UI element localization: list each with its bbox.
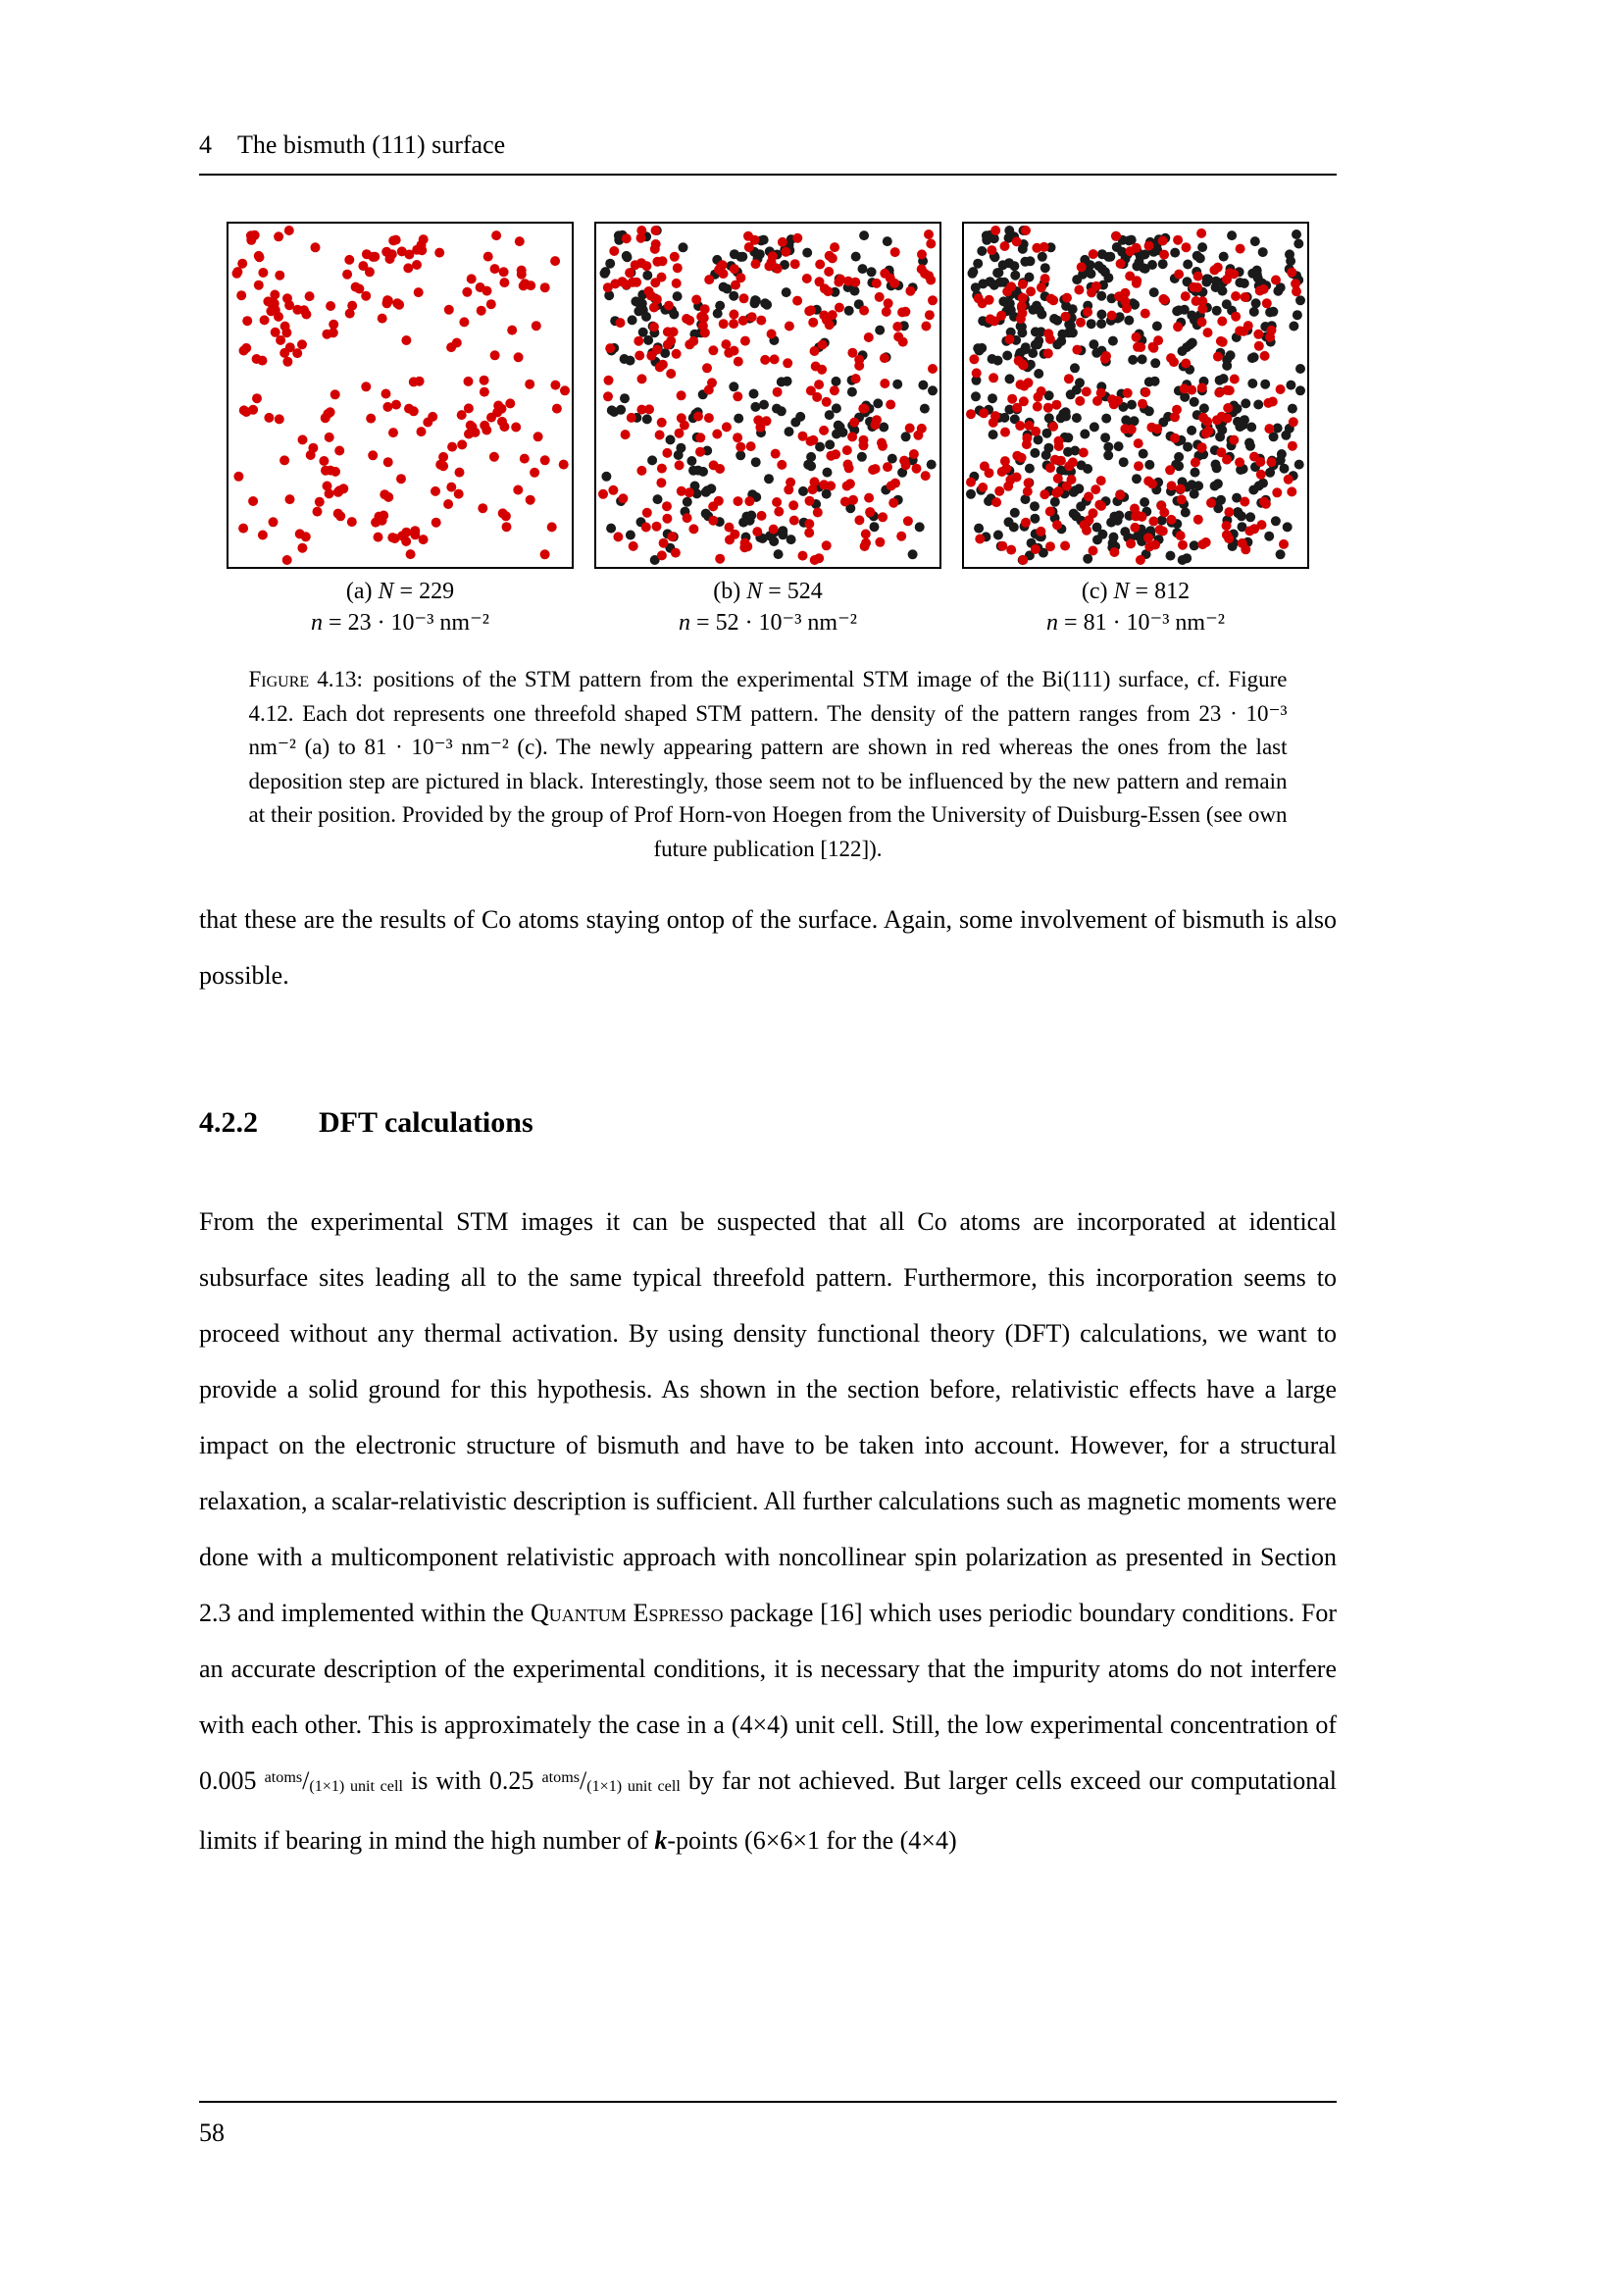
section-heading-4-2-2 <box>199 1105 1337 1141</box>
scatter-plot-b <box>594 222 941 569</box>
figure-panel-a <box>227 222 574 639</box>
scatter-plot-b-svg <box>596 224 939 567</box>
panel-caption-c-line1: (c) N = 812 <box>1081 579 1191 605</box>
footer-rule <box>199 2101 1337 2103</box>
running-header-title: The bismuth (111) surface <box>237 130 506 159</box>
page-number: 58 <box>199 2118 225 2147</box>
body-paragraph-2: From the experimental STM images it can be suspected that all Co atoms are incorporated at identical subsurface sites leading all to the same typical threefold pattern. Furthermore, this incorporation seems to proceed without any thermal activation. By using density functional theory (DFT) calculations, we want to provide a solid ground for this hypothesis. As shown in the section before, relativistic effects have a large impact on the electronic structure of bismuth and have to be taken into account. However, for a structural relaxation, a scalar-relativistic description is sufficient. All further calculations such as magnetic moments were done with a multicomponent relativistic approach with noncollinear spin polarization as presented in Section 2.3 and implemented within the Quantum Espresso package [16] which uses periodic boundary conditions. For an accurate description of the experimental conditions, it is necessary that the impurity atoms do not interfere with each other. This is approximately the case in a (4×4) unit cell. Still, the low experimental concentration of 0.005 $^{atoms}$/(1×1) unit cell is with 0.25 $^{atoms}$/(1×1) unit cell by far not achieved. But larger cells exceed our computational limits if bearing in mind the high number of k-points (6×6×1 for the (4×4) <box>199 1207 1337 1855</box>
scatter-plot-c-svg <box>964 224 1307 567</box>
panel-caption-b <box>594 577 941 639</box>
figure-panel-c <box>962 222 1309 639</box>
panel-caption-c-line2: n = 81 · 10⁻³ nm⁻² <box>1046 610 1225 637</box>
figure-panels-row <box>199 222 1337 639</box>
figure-caption-label: Figure 4.13: <box>248 667 363 691</box>
header-rule <box>199 174 1337 176</box>
section-title: DFT calculations <box>319 1106 533 1139</box>
page-footer <box>199 2101 1337 2148</box>
body-paragraph-1: that these are the results of Co atoms staying ontop of the surface. Again, some involvement of bismuth is also possible. <box>199 905 1337 990</box>
running-header <box>199 129 1337 160</box>
figure-caption-text: positions of the STM pattern from the experimental STM image of the Bi(111) surface, cf. Figure 4.12. Each dot represents one threefold shaped STM pattern. The density of the pattern ranges from 23 · 10⁻³ nm⁻² (a) to 81 · 10⁻³ nm⁻² (c). The newly appearing pattern are shown in red whereas the ones from the last deposition step are pictured in black. Interestingly, those seem not to be influenced by the new pattern and remain at their position. Provided by the group of Prof Horn-von Hoegen from the University of Duisburg-Essen (see own future publication [122]). <box>248 667 1288 861</box>
panel-caption-a-line2: n = 23 · 10⁻³ nm⁻² <box>311 610 489 637</box>
figure-panel-b <box>594 222 941 639</box>
figure-caption <box>249 663 1288 866</box>
scatter-plot-a <box>227 222 574 569</box>
section-number: 4.2.2 <box>199 1106 258 1139</box>
panel-caption-a-line1: (a) N = 229 <box>345 579 455 605</box>
panel-caption-b-line1: (b) N = 524 <box>713 579 823 605</box>
running-header-chapter-number: 4 <box>199 130 212 159</box>
scatter-plot-c <box>962 222 1309 569</box>
panel-caption-a <box>227 577 574 639</box>
scatter-plot-a-svg <box>228 224 572 567</box>
figure-4-13 <box>199 222 1337 866</box>
panel-caption-b-line2: n = 52 · 10⁻³ nm⁻² <box>679 610 857 637</box>
panel-caption-c <box>962 577 1309 639</box>
